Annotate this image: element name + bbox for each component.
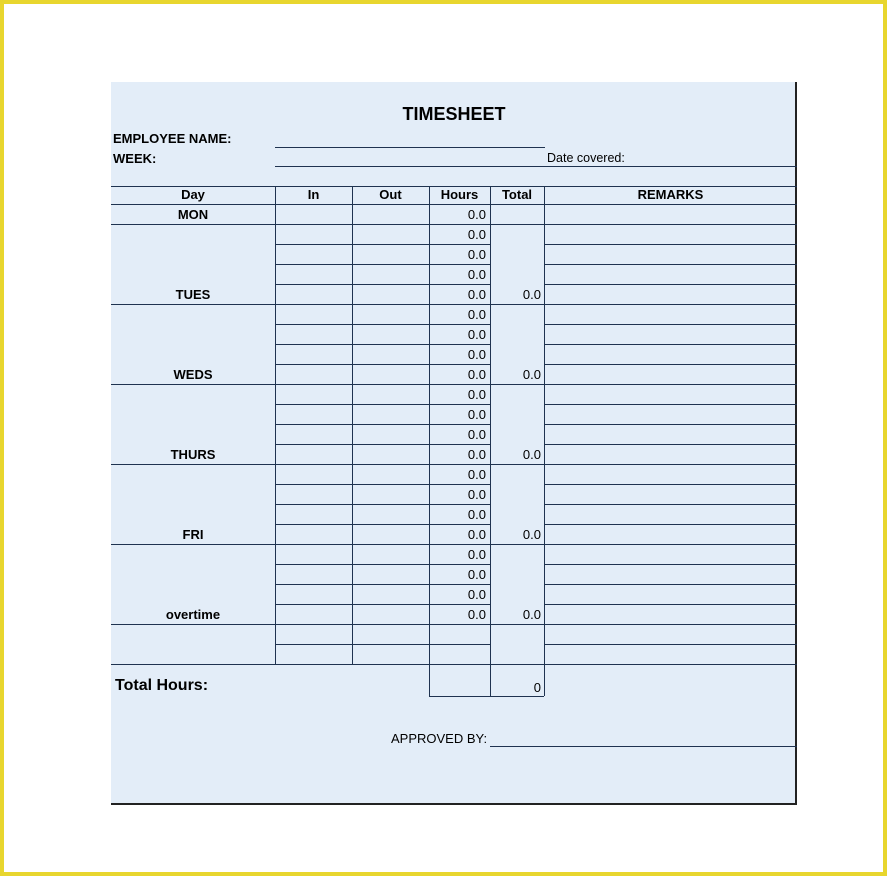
row-line — [275, 364, 490, 365]
col-header-out: Out — [379, 187, 402, 202]
row-line — [275, 344, 490, 345]
hours-cell: 0.0 — [467, 327, 486, 342]
row-line — [544, 604, 797, 605]
row-line — [275, 564, 490, 565]
row-line — [544, 624, 797, 625]
col-header-hours: Hours — [440, 187, 479, 202]
total-group-line — [490, 664, 544, 665]
day-label: overtime — [165, 607, 221, 622]
day-label: THURS — [170, 447, 216, 462]
day-group-line — [111, 624, 275, 625]
total-group-line — [490, 224, 544, 225]
row-line — [544, 384, 797, 385]
column-line — [490, 186, 491, 664]
timesheet-form — [111, 82, 797, 805]
col-header-in: In — [307, 187, 320, 202]
row-line — [275, 284, 490, 285]
row-line — [544, 664, 797, 665]
row-line — [544, 264, 797, 265]
hours-cell: 0.0 — [467, 307, 486, 322]
hours-cell: 0.0 — [467, 507, 486, 522]
day-label: FRI — [182, 527, 204, 542]
total-group-line — [490, 384, 544, 385]
col-header-day: Day — [181, 187, 205, 202]
hours-cell: 0.0 — [467, 547, 486, 562]
row-line — [544, 524, 797, 525]
day-label: WEDS — [173, 367, 213, 382]
hours-cell: 0.0 — [467, 227, 486, 242]
row-line — [544, 564, 797, 565]
row-line — [544, 244, 797, 245]
approved-by-label: APPROVED BY: — [391, 731, 488, 746]
row-line — [275, 584, 490, 585]
row-line — [275, 484, 490, 485]
row-line — [544, 644, 797, 645]
day-total-cell: 0.0 — [522, 447, 541, 462]
row-line — [275, 264, 490, 265]
row-line — [275, 644, 490, 645]
row-line — [544, 444, 797, 445]
hours-cell: 0.0 — [467, 347, 486, 362]
total-group-line — [490, 464, 544, 465]
row-line — [544, 424, 797, 425]
day-total-cell: 0.0 — [522, 287, 541, 302]
date-covered-label: Date covered: — [547, 151, 625, 165]
row-line — [544, 224, 797, 225]
page-title: TIMESHEET — [402, 104, 506, 124]
total-box-bottom — [429, 696, 544, 697]
row-line — [544, 304, 797, 305]
day-label: TUES — [175, 287, 211, 302]
col-header-remarks: REMARKS — [637, 187, 704, 202]
day-group-line — [111, 224, 275, 225]
row-line — [275, 604, 490, 605]
day-group-line — [111, 384, 275, 385]
row-line — [275, 304, 490, 305]
column-line — [544, 186, 545, 664]
row-line — [544, 584, 797, 585]
hours-cell: 0.0 — [467, 487, 486, 502]
total-box-line — [429, 664, 430, 696]
column-line — [352, 186, 353, 664]
row-line — [275, 244, 490, 245]
day-group-line — [111, 464, 275, 465]
total-group-line — [490, 304, 544, 305]
day-group-line — [111, 544, 275, 545]
approved-by-field[interactable] — [490, 746, 797, 747]
row-line — [275, 524, 490, 525]
hours-cell: 0.0 — [467, 267, 486, 282]
row-line — [275, 444, 490, 445]
hours-cell: 0.0 — [467, 427, 486, 442]
total-group-line — [490, 544, 544, 545]
row-line — [275, 624, 490, 625]
total-group-line — [490, 624, 544, 625]
col-header-total: Total — [501, 187, 533, 202]
hours-cell: 0.0 — [467, 527, 486, 542]
hours-cell: 0.0 — [467, 607, 486, 622]
row-line — [275, 404, 490, 405]
day-group-line — [111, 304, 275, 305]
row-line — [544, 284, 797, 285]
row-line — [275, 464, 490, 465]
row-line — [275, 504, 490, 505]
row-line — [275, 384, 490, 385]
row-line — [544, 464, 797, 465]
week-label: WEEK: — [113, 151, 157, 166]
row-line — [544, 544, 797, 545]
row-line — [544, 364, 797, 365]
hours-cell: 0.0 — [467, 447, 486, 462]
hours-cell: 0.0 — [467, 247, 486, 262]
total-hours-value: 0 — [533, 680, 541, 695]
day-label: MON — [177, 207, 209, 222]
hours-cell: 0.0 — [467, 367, 486, 382]
hours-cell: 0.0 — [467, 407, 486, 422]
total-box-line — [544, 664, 545, 696]
hours-cell: 0.0 — [467, 467, 486, 482]
week-field[interactable] — [275, 166, 797, 167]
row-line — [275, 324, 490, 325]
column-line — [275, 186, 276, 664]
hours-cell: 0.0 — [467, 587, 486, 602]
hours-cell: 0.0 — [467, 287, 486, 302]
hours-cell: 0.0 — [467, 567, 486, 582]
day-group-line — [111, 664, 275, 665]
row-line — [275, 664, 490, 665]
hours-cell: 0.0 — [467, 207, 486, 222]
header-bottom-line — [111, 204, 797, 205]
row-line — [275, 224, 490, 225]
hours-cell: 0.0 — [467, 387, 486, 402]
row-line — [544, 484, 797, 485]
day-total-cell: 0.0 — [522, 527, 541, 542]
row-line — [275, 544, 490, 545]
total-hours-label: Total Hours: — [115, 677, 209, 694]
row-line — [544, 324, 797, 325]
employee-name-label: EMPLOYEE NAME: — [113, 131, 232, 146]
row-line — [544, 504, 797, 505]
row-line — [544, 344, 797, 345]
employee-name-field[interactable] — [275, 147, 545, 148]
day-total-cell: 0.0 — [522, 367, 541, 382]
row-line — [275, 424, 490, 425]
day-total-cell: 0.0 — [522, 607, 541, 622]
row-line — [544, 404, 797, 405]
